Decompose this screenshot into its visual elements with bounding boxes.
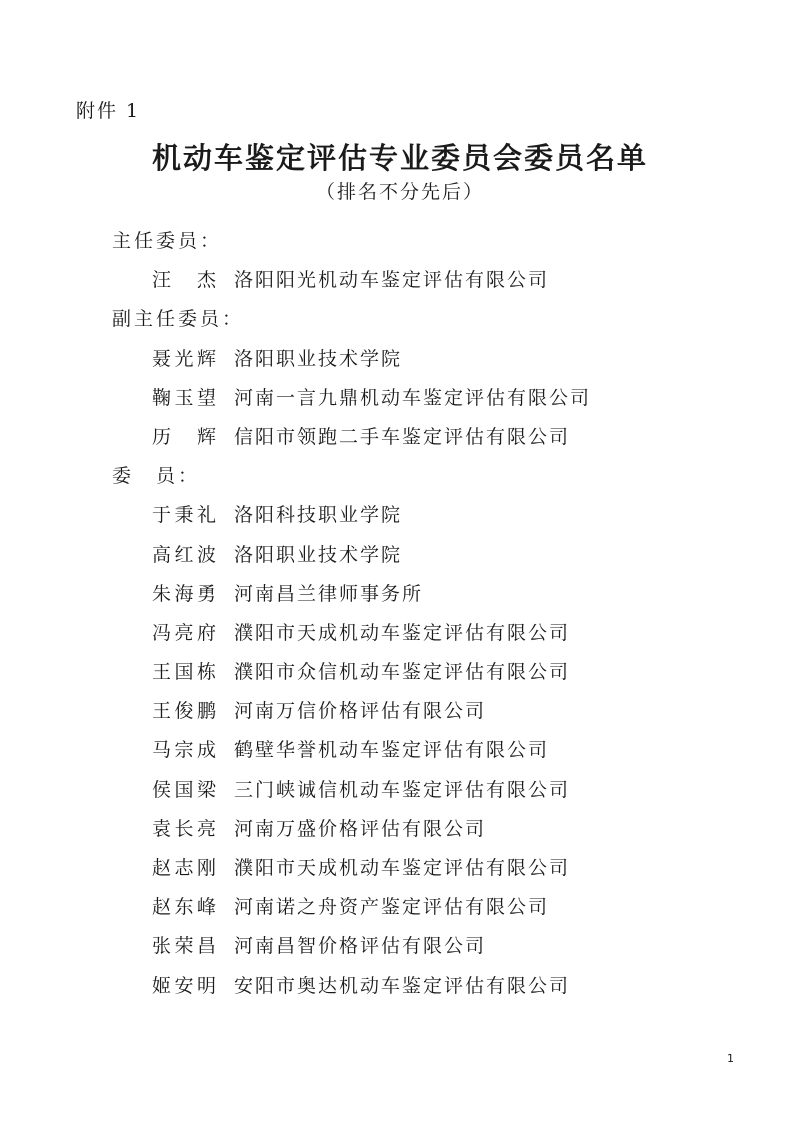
member-row [0, 496, 800, 535]
member-name: 王俊鹏 [152, 700, 216, 723]
member-row [0, 810, 800, 849]
member-row [0, 575, 800, 614]
member-name: 张荣昌 [152, 935, 216, 958]
member-name: 朱海勇 [152, 582, 216, 605]
member-row [0, 418, 800, 457]
section-label-director: 主任委员： [112, 230, 223, 252]
member-name: 高红波 [152, 543, 216, 566]
member-name: 汪 杰 [152, 269, 216, 292]
member-row [0, 849, 800, 888]
member-org: 河南昌兰律师事务所 [234, 582, 424, 605]
document-title: 机动车鉴定评估专业委员会委员名单 [151, 141, 648, 175]
member-row [0, 927, 800, 966]
member-name: 姬安明 [152, 974, 216, 997]
document-subtitle: （排名不分先后） [315, 181, 484, 203]
member-org: 濮阳市天成机动车鉴定评估有限公司 [234, 857, 571, 879]
member-name: 侯国梁 [152, 778, 216, 801]
member-org: 鹤壁华誉机动车鉴定评估有限公司 [234, 739, 550, 762]
member-row [0, 379, 800, 418]
member-row [0, 261, 800, 300]
member-org: 河南诺之舟资产鉴定评估有限公司 [234, 896, 550, 919]
member-org: 三门峡诚信机动车鉴定评估有限公司 [234, 778, 571, 801]
member-org: 河南昌智价格评估有限公司 [234, 935, 487, 958]
member-row [0, 888, 800, 927]
member-org: 洛阳科技职业学院 [234, 504, 403, 527]
member-org: 信阳市领跑二手车鉴定评估有限公司 [234, 425, 571, 448]
section-label-members: 委 员： [112, 465, 201, 488]
member-row [0, 692, 800, 731]
member-row [0, 614, 800, 653]
member-row [0, 536, 800, 575]
member-list [0, 222, 800, 1006]
member-name: 于秉礼 [152, 504, 216, 527]
member-row [0, 340, 800, 379]
member-row [0, 731, 800, 770]
member-org: 安阳市奥达机动车鉴定评估有限公司 [234, 974, 571, 997]
member-org: 洛阳职业技术学院 [234, 543, 403, 566]
member-name: 赵东峰 [152, 896, 216, 919]
member-org: 河南万信价格评估有限公司 [234, 700, 487, 723]
member-org: 河南一言九鼎机动车鉴定评估有限公司 [234, 386, 592, 409]
member-row [0, 653, 800, 692]
member-name: 鞠玉望 [152, 386, 216, 409]
attachment-label: 附件 1 [76, 100, 141, 122]
member-name: 袁长亮 [152, 817, 216, 840]
member-org: 河南万盛价格评估有限公司 [234, 817, 487, 840]
member-org: 濮阳市天成机动车鉴定评估有限公司 [234, 621, 571, 644]
member-row [0, 967, 800, 1006]
member-name: 冯亮府 [152, 621, 216, 644]
member-org: 洛阳职业技术学院 [234, 347, 403, 370]
member-row [0, 771, 800, 810]
member-name: 马宗成 [152, 739, 216, 762]
section-label-vice-director: 副主任委员： [112, 308, 245, 331]
member-org: 洛阳阳光机动车鉴定评估有限公司 [234, 269, 550, 292]
page-number: 1 [727, 1052, 734, 1065]
member-name: 历 辉 [152, 425, 216, 448]
member-name: 聂光辉 [152, 347, 216, 370]
member-name: 王国栋 [152, 661, 216, 684]
member-org: 濮阳市众信机动车鉴定评估有限公司 [234, 661, 571, 684]
member-name: 赵志刚 [152, 857, 216, 879]
